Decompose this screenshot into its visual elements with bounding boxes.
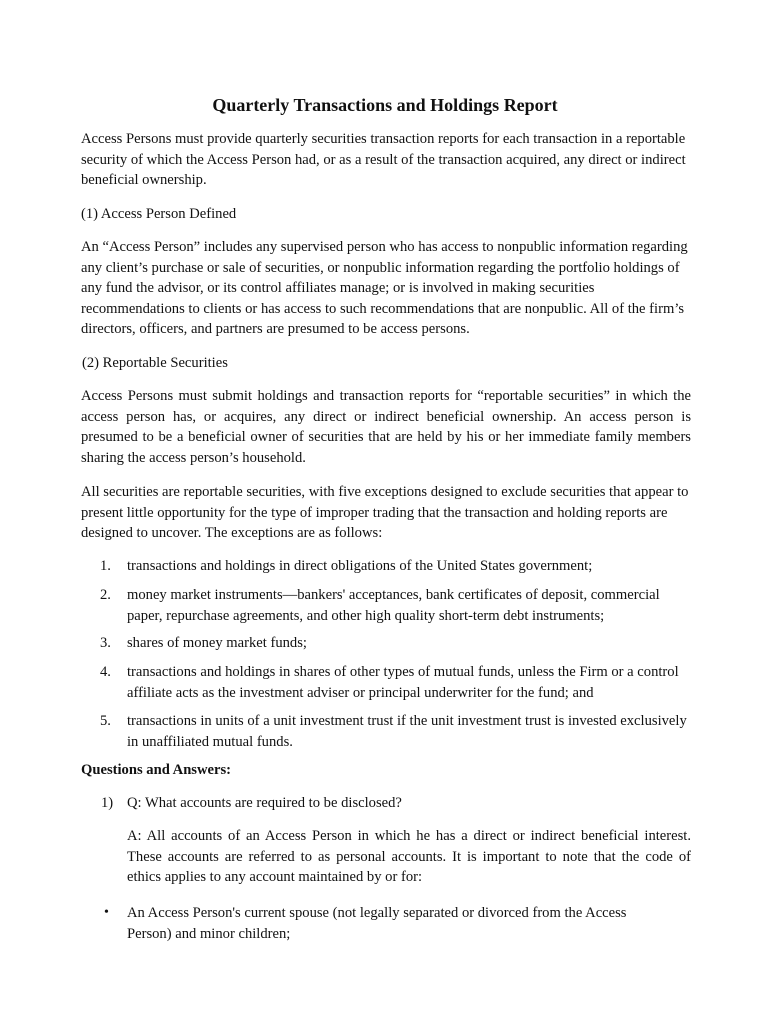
list-number: 4. <box>100 664 111 680</box>
exceptions-intro-paragraph: All securities are reportable securities, with five exceptions designed to exclude securities that appear to present little opportunity for the type of improper trading that the transaction and holding reports are designed to uncover. The exceptions are as follows: <box>81 484 689 541</box>
intro-paragraph: Access Persons must provide quarterly securities transaction reports for each transaction in a reportable security of which the Access Person had, or as a result of the transaction acquired, any direct or indirect beneficial ownership. <box>81 131 686 188</box>
list-number: 2. <box>100 587 111 603</box>
list-number: 1. <box>100 558 111 574</box>
bullet-icon: • <box>104 905 109 920</box>
section-heading-reportable-securities: (2) Reportable Securities <box>82 355 228 371</box>
qa-answer: A: All accounts of an Access Person in which he has a direct or indirect beneficial interest. These accounts are referred to as personal accounts. It is important to note that the code of ethics applies to any account maintained by or for: <box>127 828 691 885</box>
qa-heading: Questions and Answers: <box>81 762 232 778</box>
document-title: Quarterly Transactions and Holdings Report <box>212 95 558 115</box>
section-heading-access-person: (1) Access Person Defined <box>81 206 237 222</box>
list-item-text: transactions and holdings in shares of other types of mutual funds, unless the Firm or a control affiliate acts as the investment adviser or principal underwriter for the fund; and <box>127 664 679 701</box>
list-item-text: transactions and holdings in direct obligations of the United States government; <box>127 558 593 574</box>
list-number: 5. <box>100 713 111 729</box>
list-number: 3. <box>100 635 111 651</box>
reportable-securities-paragraph: Access Persons must submit holdings and transaction reports for “reportable securities” in which the access person has, or acquires, any direct or indirect beneficial ownership. An access person is presumed to be a beneficial owner of securities that are held by his or her immediate family members sharing the access person’s household. <box>81 388 691 466</box>
qa-question: Q: What accounts are required to be disclosed? <box>127 795 402 811</box>
qa-number: 1) <box>101 795 114 811</box>
list-item-text: money market instruments—bankers' acceptances, bank certificates of deposit, commercial paper, repurchase agreements, and other high quality short-term debt instruments; <box>127 587 660 624</box>
access-person-definition: An “Access Person” includes any supervised person who has access to nonpublic information regarding any client’s purchase or sale of securities, or nonpublic information regarding the portfolio holdings of any fund the advisor, or its control affiliates manage; or is involved in making securities recommendations to clients or has access to such recommendations that are nonpublic. All of the firm’s directors, officers, and partners are presumed to be access persons. <box>81 239 688 337</box>
list-item-text: shares of money market funds; <box>127 635 307 651</box>
list-item-text: transactions in units of a unit investment trust if the unit investment trust is invested exclusively in unaffiliated mutual funds. <box>127 713 687 750</box>
bullet-item-text: An Access Person's current spouse (not legally separated or divorced from the Access Person) and minor children; <box>127 905 627 942</box>
